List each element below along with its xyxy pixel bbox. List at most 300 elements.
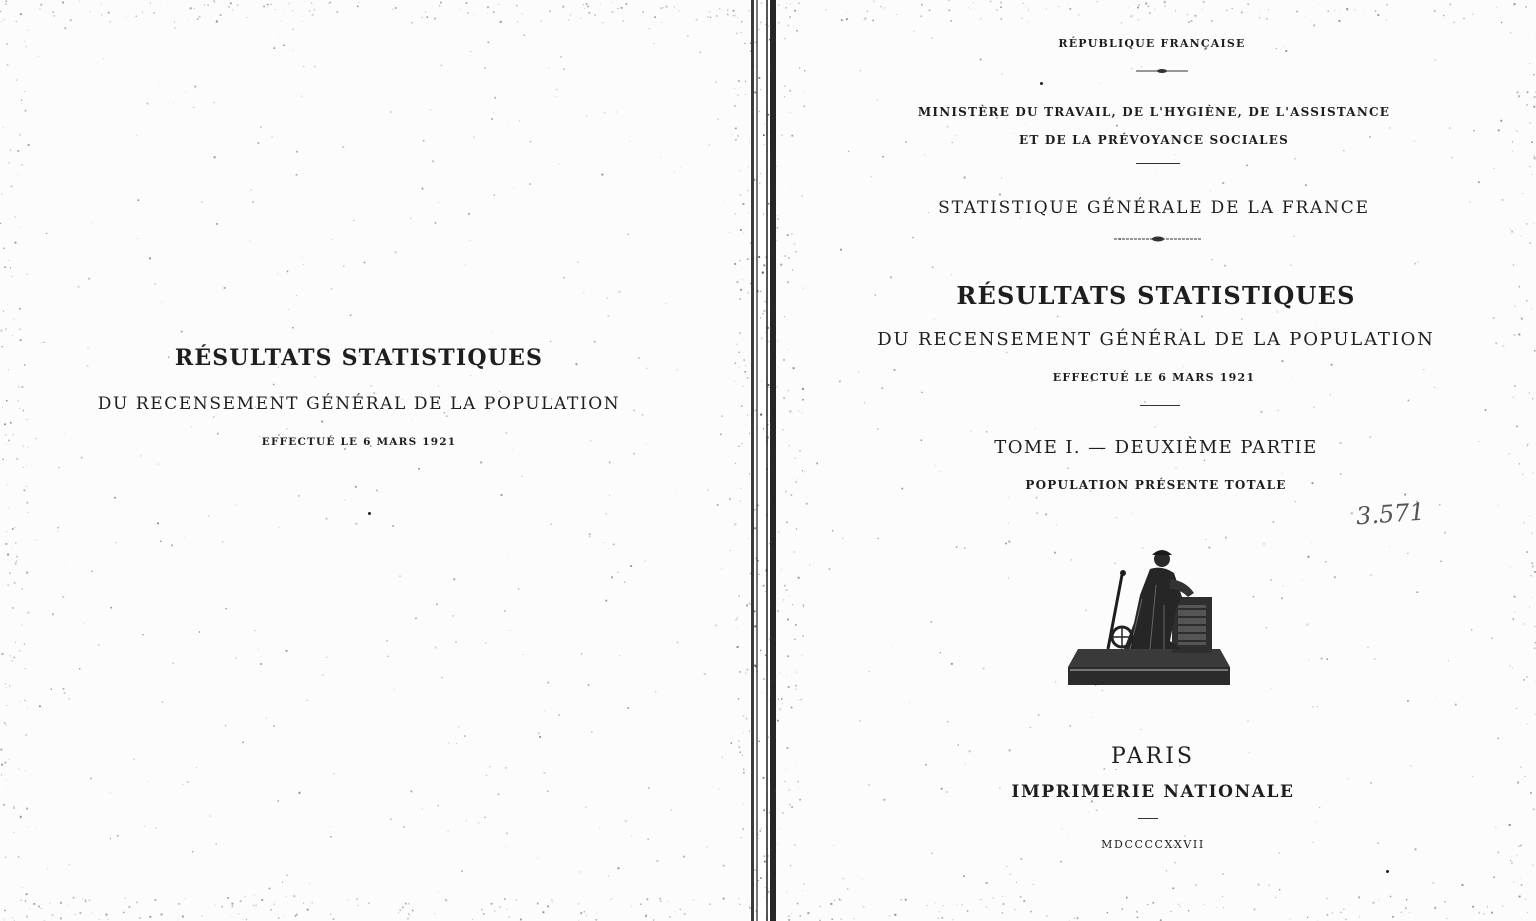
scan-speckle [1, 194, 2, 195]
scan-speckle [1517, 91, 1519, 93]
scan-speckle [541, 21, 542, 22]
scan-speckle [386, 640, 388, 642]
scan-speckle [759, 111, 760, 112]
scan-speckle [1253, 910, 1254, 911]
scan-speckle [753, 257, 755, 259]
scan-speckle [1511, 231, 1513, 233]
scan-speckle [64, 433, 65, 434]
scan-speckle [530, 141, 531, 142]
scan-speckle [479, 822, 480, 823]
scan-speckle [343, 146, 345, 148]
scan-speckle [10, 267, 11, 268]
scan-speckle [224, 287, 226, 289]
scan-speckle [1530, 242, 1531, 243]
scan-speckle [765, 301, 767, 303]
scan-speckle [260, 127, 261, 128]
scan-speckle [115, 542, 116, 543]
scan-speckle [791, 806, 793, 808]
scan-speckle [766, 441, 768, 443]
scan-speckle [307, 700, 308, 701]
scan-speckle [468, 213, 470, 215]
scan-speckle [871, 176, 872, 177]
scan-speckle [1002, 896, 1003, 897]
scan-speckle [18, 769, 19, 770]
scan-speckle [101, 14, 102, 15]
scan-speckle [36, 827, 37, 828]
scan-speckle [544, 711, 545, 712]
scan-speckle [806, 503, 808, 505]
scan-speckle [159, 86, 160, 87]
scan-speckle [3, 127, 4, 128]
scan-speckle [716, 82, 717, 83]
scan-speckle [889, 916, 890, 917]
scan-speckle [411, 218, 412, 219]
scan-speckle [750, 50, 751, 51]
scan-speckle [81, 457, 83, 459]
scan-speckle [1099, 83, 1100, 84]
scan-speckle [288, 3, 289, 4]
scan-speckle [646, 915, 648, 917]
scan-speckle [309, 10, 310, 11]
scan-speckle [1527, 91, 1529, 93]
scan-speckle [763, 777, 765, 779]
scan-speckle [39, 705, 41, 707]
scan-speckle [760, 317, 761, 318]
scan-speckle [761, 381, 762, 382]
scan-speckle [2, 2, 3, 3]
scan-speckle [344, 448, 346, 450]
scan-speckle [809, 564, 810, 565]
scan-speckle [721, 415, 723, 417]
scan-speckle [1175, 10, 1176, 11]
scan-speckle [1404, 494, 1406, 496]
scan-speckle [1523, 679, 1525, 681]
scan-speckle [759, 29, 760, 30]
scan-speckle [750, 43, 751, 44]
scan-speckle [604, 112, 606, 114]
scan-speckle [279, 527, 280, 528]
scan-speckle [759, 574, 760, 575]
scan-speckle [816, 463, 818, 465]
scan-speckle [1147, 904, 1148, 905]
scan-speckle [473, 136, 474, 137]
scan-speckle [1006, 866, 1007, 867]
scan-speckle [1449, 4, 1451, 6]
scan-speckle [765, 333, 766, 334]
scan-speckle [759, 77, 761, 79]
scan-speckle [4, 423, 6, 425]
scan-speckle [744, 371, 746, 373]
scan-speckle [1068, 3, 1069, 4]
section-title: POPULATION PRÉSENTE TOTALE [1025, 478, 1287, 492]
scan-speckle [103, 58, 104, 59]
scan-speckle [230, 2, 232, 4]
scan-speckle [499, 906, 501, 908]
scan-speckle [144, 826, 145, 827]
scan-speckle [364, 262, 366, 264]
scan-speckle [26, 465, 27, 466]
scan-speckle [794, 244, 795, 245]
scan-speckle [747, 901, 748, 902]
scan-speckle [1175, 862, 1176, 863]
scan-speckle [1195, 15, 1197, 17]
scan-speckle [232, 906, 234, 908]
scan-speckle [784, 585, 786, 587]
scan-speckle [771, 498, 773, 500]
scan-speckle [756, 823, 757, 824]
scan-speckle [645, 561, 646, 562]
scan-speckle [1137, 917, 1138, 918]
scan-speckle [129, 906, 131, 908]
scan-speckle [1514, 3, 1516, 5]
scan-speckle [14, 807, 15, 808]
scan-speckle [609, 495, 610, 496]
scan-speckle [980, 59, 982, 61]
scan-speckle [286, 428, 287, 429]
scan-speckle [269, 888, 271, 890]
scan-speckle [395, 251, 397, 253]
scan-speckle [1334, 576, 1336, 578]
scan-speckle [27, 30, 28, 31]
scan-speckle [508, 123, 509, 124]
scan-speckle [439, 202, 440, 203]
scan-speckle [1176, 467, 1177, 468]
scan-speckle [951, 663, 953, 665]
scan-speckle [1, 764, 3, 766]
scan-speckle [802, 470, 803, 471]
scan-speckle [869, 671, 870, 672]
scan-speckle [155, 899, 157, 901]
scan-speckle [474, 14, 475, 15]
scan-speckle [769, 420, 770, 421]
separator-rule [1138, 818, 1158, 819]
scan-speckle [410, 916, 411, 917]
scan-speckle [766, 667, 767, 668]
scan-speckle [770, 358, 771, 359]
scan-speckle [804, 471, 805, 472]
scan-speckle [770, 605, 771, 606]
scan-speckle [890, 276, 892, 278]
scan-speckle [794, 10, 796, 12]
scan-speckle [773, 467, 774, 468]
scan-speckle [788, 257, 790, 259]
scan-speckle [611, 576, 613, 578]
scan-speckle [750, 283, 751, 284]
scan-speckle [486, 852, 487, 853]
scan-speckle [932, 266, 934, 268]
scan-speckle [743, 772, 745, 774]
scan-speckle [752, 47, 753, 48]
scan-speckle [700, 52, 702, 54]
scan-speckle [1417, 261, 1419, 263]
scan-speckle [1532, 174, 1533, 175]
scan-speckle [186, 93, 187, 94]
scan-speckle [524, 35, 525, 36]
scan-speckle [752, 547, 753, 548]
scan-speckle [298, 495, 299, 496]
scan-speckle [802, 196, 803, 197]
scan-speckle [737, 135, 739, 137]
scan-speckle [1058, 884, 1059, 885]
scan-speckle [3, 248, 4, 249]
scan-speckle [204, 5, 205, 6]
scan-speckle [1483, 913, 1485, 915]
scan-speckle [1472, 906, 1474, 908]
scan-speckle [85, 901, 86, 902]
scan-speckle [771, 550, 772, 551]
scan-speckle [506, 846, 507, 847]
scan-speckle [299, 792, 301, 794]
scan-speckle [21, 900, 22, 901]
scan-speckle [85, 900, 86, 901]
scan-speckle [802, 890, 803, 891]
scan-speckle [252, 201, 254, 203]
scan-speckle [757, 672, 758, 673]
scan-speckle [518, 588, 519, 589]
scan-speckle [14, 657, 16, 659]
scan-speckle [608, 876, 609, 877]
scan-speckle [1205, 539, 1206, 540]
scan-speckle [57, 531, 58, 532]
scan-speckle [757, 834, 758, 835]
scan-speckle [956, 546, 957, 547]
scan-speckle [539, 736, 541, 738]
ministry-line-1: MINISTÈRE DU TRAVAIL, DE L'HYGIÈNE, DE L'ASSISTANCE [917, 105, 1391, 119]
scan-speckle [188, 20, 189, 21]
scan-speckle [288, 309, 289, 310]
scan-speckle [240, 900, 242, 902]
scan-speckle [189, 8, 191, 10]
scan-speckle [1138, 4, 1139, 5]
scan-speckle [171, 545, 173, 547]
scan-speckle [653, 919, 654, 920]
scan-speckle [766, 477, 767, 478]
scan-speckle [867, 11, 868, 12]
scan-speckle [657, 860, 659, 862]
scan-speckle [1060, 861, 1062, 863]
scan-speckle [1202, 9, 1203, 10]
scan-speckle [1495, 827, 1496, 828]
scan-speckle [778, 699, 779, 700]
scan-speckle [770, 415, 771, 416]
scan-speckle [1532, 566, 1534, 568]
scan-speckle [14, 527, 15, 528]
scan-speckle [500, 21, 502, 23]
scan-speckle [865, 18, 867, 20]
scan-speckle [757, 349, 758, 350]
scan-speckle [1384, 15, 1385, 16]
scan-speckle [1526, 223, 1528, 225]
scan-speckle [1254, 908, 1255, 909]
scan-speckle [751, 815, 752, 816]
scan-speckle [642, 414, 644, 416]
scan-speckle [302, 257, 303, 258]
scan-speckle [64, 692, 66, 694]
scan-speckle [7, 554, 9, 556]
scan-speckle [1222, 182, 1224, 184]
scan-speckle [7, 789, 8, 790]
scan-speckle [594, 14, 596, 16]
scan-speckle [510, 630, 511, 631]
scan-speckle [789, 90, 791, 92]
scan-speckle [1493, 877, 1495, 879]
left-page-speckle [0, 0, 762, 921]
scan-speckle [6, 531, 7, 532]
scan-speckle [405, 903, 407, 905]
scan-speckle [625, 3, 627, 5]
scan-speckle [777, 227, 779, 229]
scan-speckle [605, 600, 607, 602]
scan-speckle [1171, 911, 1172, 912]
city: PARIS [1111, 744, 1195, 769]
scan-speckle [22, 386, 24, 388]
scan-speckle [758, 256, 760, 258]
scan-speckle [217, 433, 219, 435]
scan-speckle [1258, 884, 1260, 886]
scan-speckle [98, 644, 99, 645]
ministry-line-2: ET DE LA PRÉVOYANCE SOCIALES [1018, 133, 1289, 147]
scan-speckle [766, 918, 767, 919]
scan-speckle [293, 50, 294, 51]
scan-speckle [1259, 17, 1261, 19]
scan-speckle [576, 16, 577, 17]
scan-speckle [400, 910, 401, 911]
scan-speckle [707, 16, 708, 17]
scan-speckle [675, 912, 676, 913]
scan-speckle [765, 654, 767, 656]
scan-speckle [220, 14, 222, 16]
scan-speckle [794, 551, 796, 553]
scan-speckle [896, 14, 897, 15]
scan-speckle [260, 663, 262, 665]
scan-speckle [445, 899, 446, 900]
scan-speckle [24, 489, 26, 491]
scan-speckle [735, 523, 737, 525]
scan-speckle [735, 463, 736, 464]
scan-speckle [1275, 897, 1276, 898]
scan-speckle [1518, 95, 1520, 97]
scan-speckle [174, 900, 175, 901]
scan-speckle [20, 816, 22, 818]
scan-speckle [1373, 902, 1375, 904]
scan-speckle [1523, 623, 1524, 624]
scan-speckle [736, 32, 738, 34]
scan-speckle [348, 900, 349, 901]
scan-speckle [950, 20, 952, 22]
scan-speckle [1463, 18, 1464, 19]
scan-speckle [1172, 888, 1174, 890]
scan-speckle [27, 419, 28, 420]
scan-speckle [1516, 426, 1518, 428]
scan-speckle [763, 810, 765, 812]
scan-speckle [1440, 561, 1442, 563]
scan-speckle [278, 37, 279, 38]
scan-speckle [1516, 855, 1517, 856]
scan-speckle [109, 21, 111, 23]
ink-dot [1386, 870, 1389, 873]
scan-speckle [738, 698, 739, 699]
scan-speckle [747, 258, 749, 260]
scan-speckle [1028, 9, 1029, 10]
scan-speckle [438, 805, 439, 806]
scan-speckle [872, 916, 873, 917]
scan-speckle [6, 725, 7, 726]
scan-speckle [1340, 473, 1341, 474]
scan-speckle [403, 826, 405, 828]
scan-speckle [232, 10, 233, 11]
scan-speckle [24, 700, 25, 701]
scan-speckle [460, 9, 461, 10]
scan-speckle [117, 835, 119, 837]
scan-speckle [787, 655, 789, 657]
scan-speckle [580, 18, 581, 19]
scan-speckle [1513, 264, 1514, 265]
scan-speckle [1453, 22, 1454, 23]
scan-speckle [213, 0, 215, 2]
scan-speckle [617, 572, 618, 573]
scan-speckle [520, 919, 522, 921]
scan-speckle [901, 899, 902, 900]
scan-speckle [1513, 882, 1514, 883]
scan-speckle [722, 757, 724, 759]
scan-speckle [970, 431, 971, 432]
scan-speckle [742, 755, 743, 756]
scan-speckle [26, 916, 28, 918]
scan-speckle [740, 500, 741, 501]
scan-speckle [79, 668, 80, 669]
scan-speckle [1529, 122, 1531, 124]
scan-speckle [312, 902, 313, 903]
scan-speckle [580, 872, 581, 873]
scan-speckle [6, 43, 8, 45]
scan-speckle [766, 514, 767, 515]
scan-speckle [281, 21, 282, 22]
scan-speckle [752, 149, 754, 151]
scan-speckle [715, 624, 717, 626]
scan-speckle [654, 16, 656, 18]
scan-speckle [251, 190, 252, 191]
scan-speckle [12, 660, 14, 662]
scan-speckle [453, 578, 455, 580]
scan-speckle [624, 582, 625, 583]
scan-speckle [678, 10, 679, 11]
scan-speckle [1392, 916, 1394, 918]
scan-speckle [1296, 11, 1297, 12]
scan-speckle [680, 167, 681, 168]
scan-speckle [330, 826, 331, 827]
scan-speckle [19, 650, 20, 651]
scan-speckle [735, 214, 736, 215]
scan-speckle [1529, 392, 1530, 393]
scan-speckle [92, 223, 93, 224]
scan-speckle [1222, 896, 1223, 897]
scan-speckle [90, 778, 92, 780]
scan-speckle [757, 428, 758, 429]
scan-speckle [487, 13, 488, 14]
scan-speckle [612, 11, 614, 13]
scan-speckle [1122, 909, 1123, 910]
scan-speckle [1137, 7, 1139, 9]
scan-speckle [38, 906, 40, 908]
scan-speckle [769, 812, 770, 813]
scan-speckle [29, 908, 30, 909]
scan-speckle [1091, 717, 1092, 718]
scan-speckle [114, 497, 116, 499]
scan-speckle [412, 420, 413, 421]
scan-speckle [513, 449, 514, 450]
scan-speckle [0, 11, 1, 12]
scan-speckle [68, 905, 69, 906]
